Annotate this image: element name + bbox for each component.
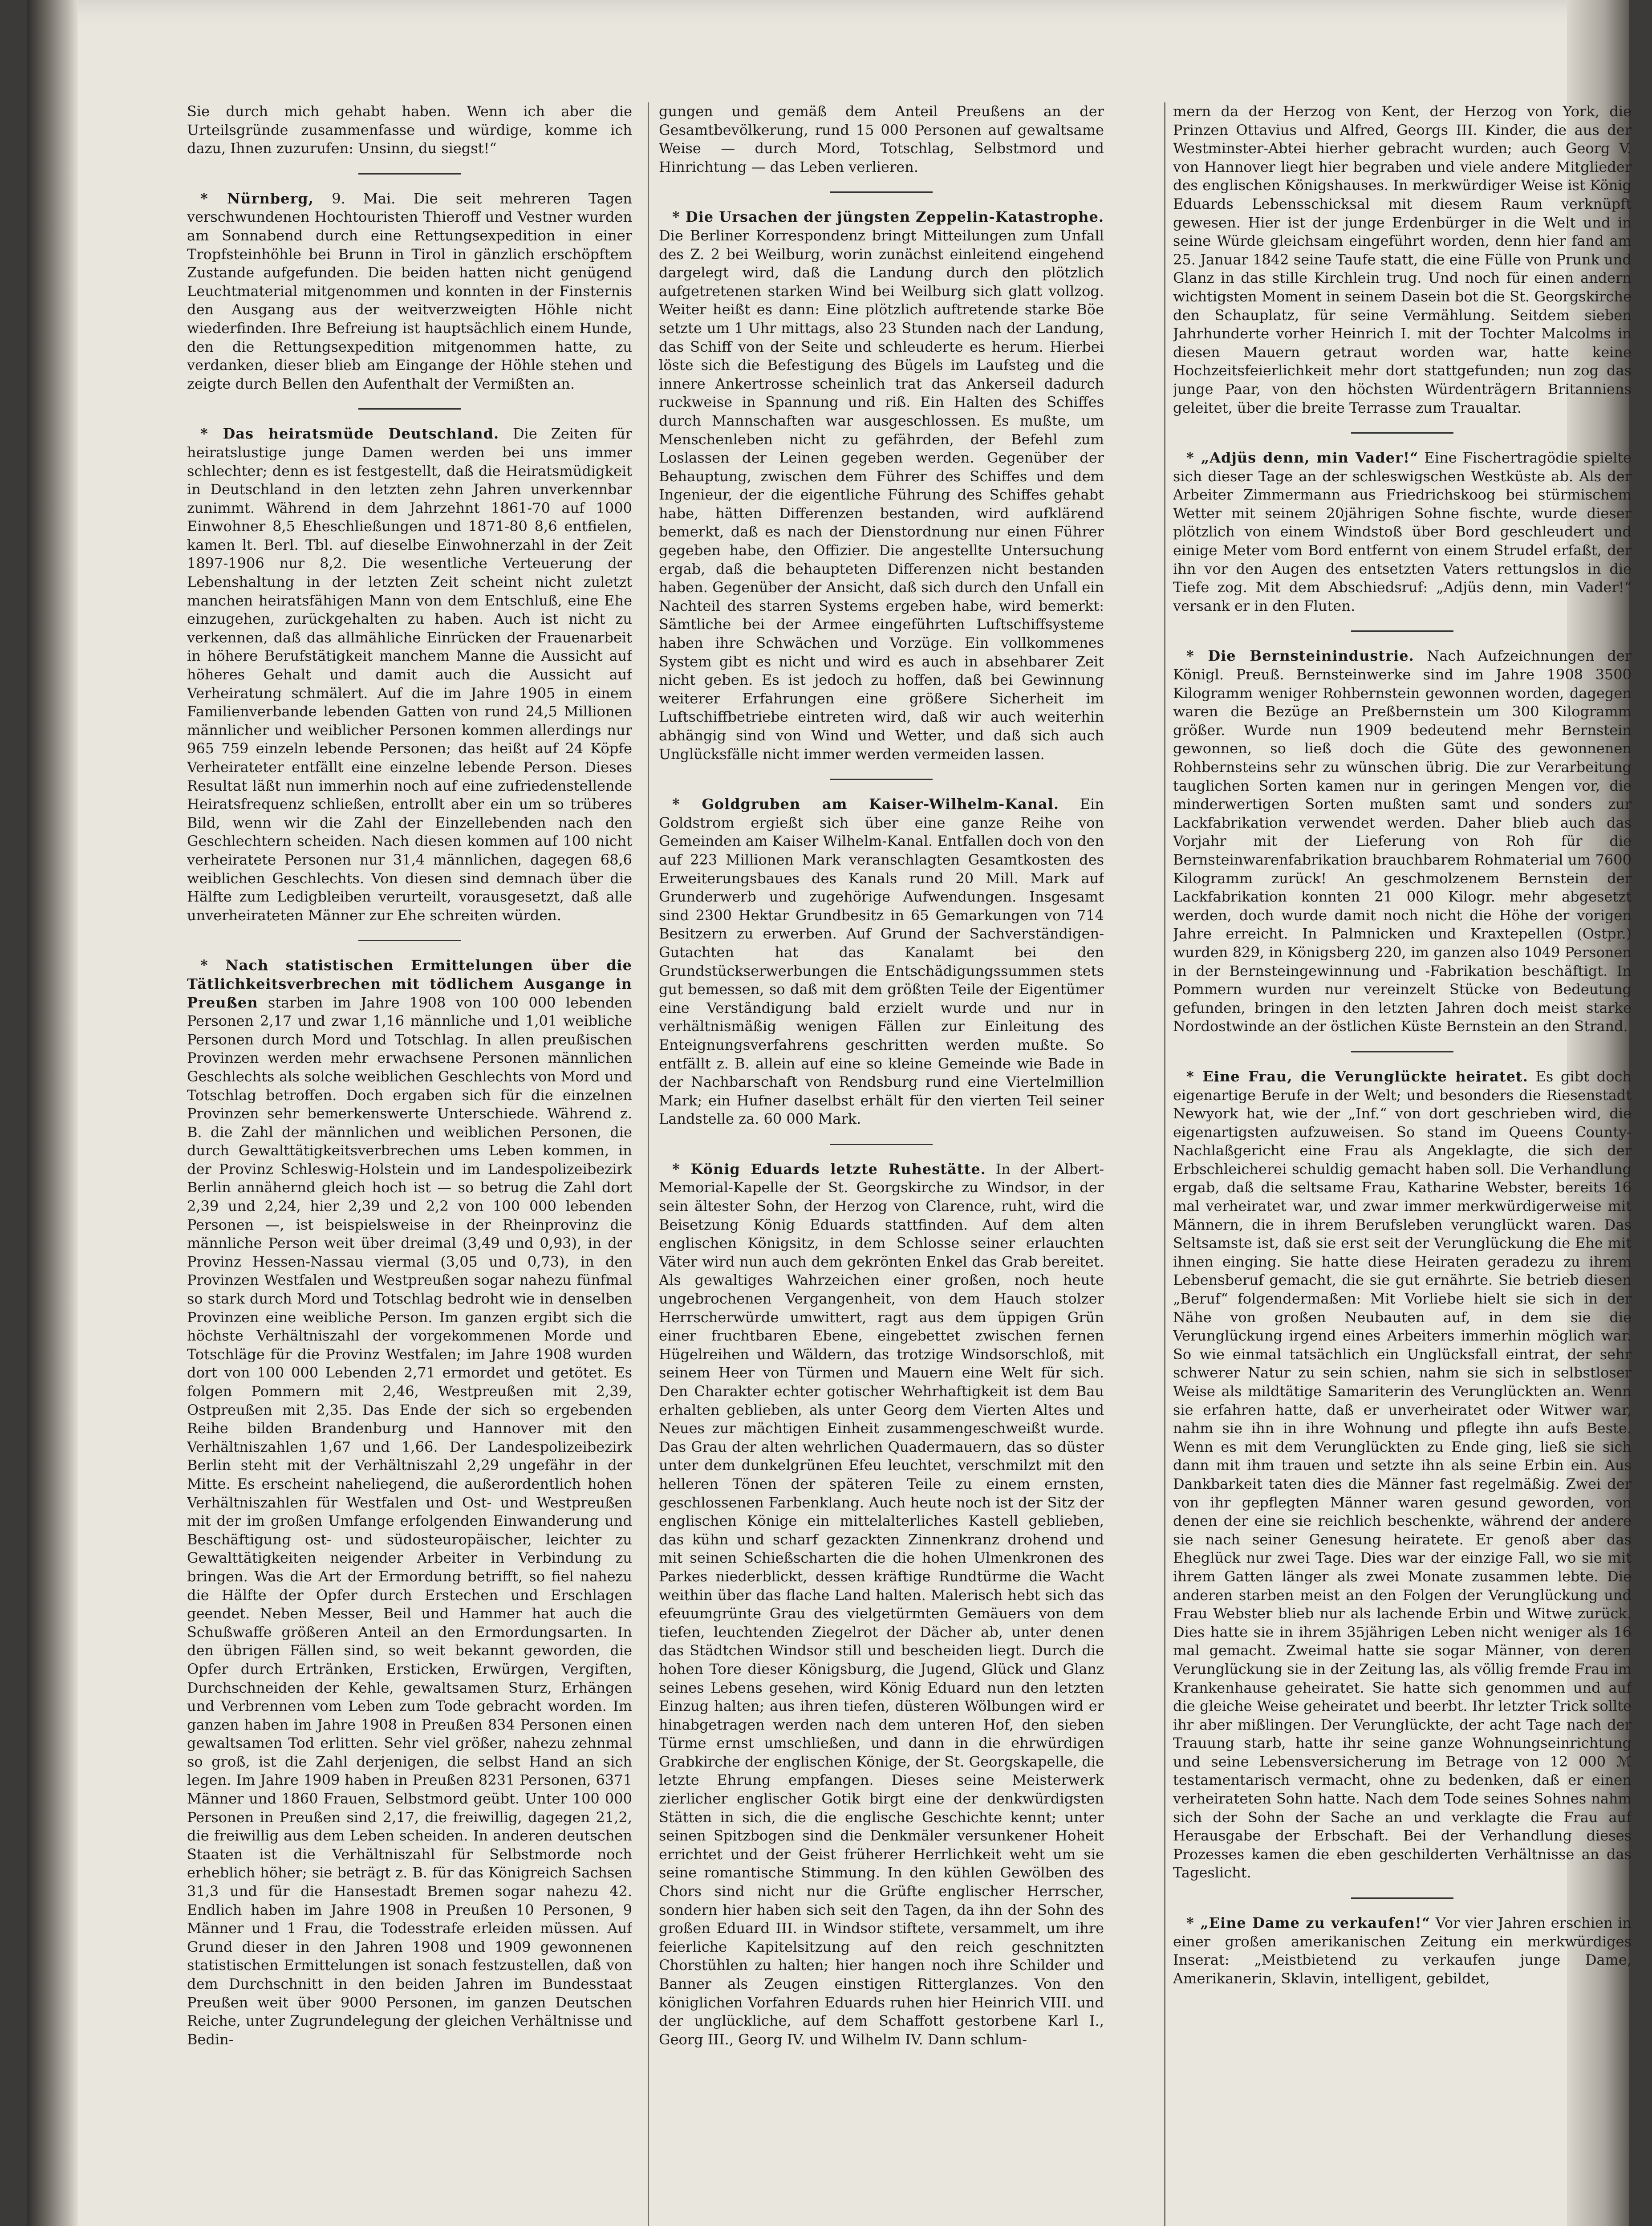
article-paragraph xyxy=(659,208,1104,764)
article-separator xyxy=(830,191,933,193)
article-body: 9. Mai. Die seit mehreren Tagen verschwundenen Hochtouristen Thieroff und Vestner wurden am Sonnabend durch eine Rettungsexpedition in einer Tropfsteinhöhle bei Brunn in Tirol in gänzlich erschöpftem Zustande aufgefunden. Die beiden hatten nicht genügend Leuchtmaterial mitgenommen und konnten in der Finsternis den Ausgang aus der weitverzweigten Höhle nicht wiederfinden. Ihre Befreiung ist hauptsächlich einem Hunde, den die Rettungsexpedition mitgenommen hatte, zu verdanken, dieser blieb am Eingange der Höhle stehen und zeigte durch Bellen den Aufenthalt der Vermißten an. xyxy=(187,190,632,392)
article-headline: * König Eduards letzte Ruhestätte. xyxy=(672,1160,986,1178)
newspaper-page xyxy=(27,0,1632,2226)
article-headline: * „Eine Dame zu verkaufen!“ xyxy=(1186,1914,1431,1932)
article-body: Es gibt doch eigenartige Berufe in der Welt; und besonders die Riesenstadt Newyork hat, wie der „Inf.“ von dort geschrieben wird, die eigenartigsten aufzuweisen. So stand im Queens County-Nachlaßgericht eine Frau als Angeklagte, die sich der Erbschleicherei schuldig gemacht haben soll. Die Verhandlung ergab, daß die seltsame Frau, Katharine Webster, bereits 16 mal verheiratet war, und zwar immer merkwürdigerweise mit Männern, die in ihrem Berufsleben verunglückt waren. Das Seltsamste ist, daß sie erst seit der Verunglückung die Ehe mit ihnen einging. Sie hatte diese Heiraten geradezu zu ihrem Lebensberuf gemacht, die sie gut ernährte. Sie betrieb diesen „Beruf“ folgendermaßen: Mit Vorliebe hielt sie sich in der Nähe von großen Neubauten auf, in dem sie die Verunglückung irgend eines Arbeiters immerhin möglich war. So wie einmal tatsächlich ein Unglücksfall eintrat, der sehr schwerer Natur zu sein schien, nahm sie sich in selbstloser Weise als mildtätige Samariterin des Verunglückten an. Wenn sie erfahren hatte, daß er unverheiratet oder Witwer war, nahm sie ihn in ihre Wohnung und pflegte ihn aufs Beste. Wenn es mit dem Verunglückten zu Ende ging, ließ sie sich dann mit ihm trauen und setzte ihn als seine Erbin ein. Aus Dankbarkeit taten dies die Männer fast regelmäßig. Zwei der von ihr gepflegten Männer waren gesund geworden, von denen der eine sie reichlich beschenkte, während der andere sie nach seiner Genesung heiratete. Er genoß aber das Eheglück nur zwei Tage. Dies war der einzige Fall, wo sie mit ihrem Gatten länger als zwei Monate zusammen lebte. Die anderen starben meist an den Folgen der Verunglückung und Frau Webster blieb nur als lachende Erbin und Witwe zurück. Dies hatte sie in ihrem 35jährigen Leben nicht weniger als 16 mal gemacht. Zweimal hatte sie sogar Männer, von deren Verunglückung sie in der Zeitung las, als völlig fremde Frau im Krankenhause geheiratet. Sie hatte sich genommen und auf die gleiche Weise geheiratet und beerbt. Ihr letzter Trick sollte ihr aber mißlingen. Der Verunglückte, der acht Tage nach der Trauung starb, hatte ihr seine ganze Wohnungseinrichtung und seine Lebensversicherung im Betrage von 12 000 ℳ testamentarisch vermacht, ohne zu bedenken, daß er einen verheirateten Sohn hatte. Nach dem Tode seines Sohnes nahm sich der Sohn der Sache an und verklagte die Frau auf Herausgabe der Erbschaft. Bei der Verhandlung dieses Prozesses kamen die eben geschilderten Verhältnisse an das Tageslicht. xyxy=(1173,1068,1632,1881)
text-column-2 xyxy=(659,102,1104,2226)
column-rule xyxy=(648,102,649,2226)
article-headline: * Die Ursachen der jüngsten Zeppelin-Katastrophe. xyxy=(672,208,1104,226)
article-separator xyxy=(1351,630,1453,632)
article-body: mern da der Herzog von Kent, der Herzog von York, die Prinzen Ottavius und Alfred, Georgs III. Kinder, die aus der Westminster-Abtei hierher gebracht wurden; auch Georg V. von Hannover liegt hier begraben und viele andere Mitglieder des englischen Königshauses. In merkwürdiger Weise ist König Eduards Lebensschicksal mit diesem Raum verknüpft gewesen. Hier ist der junge Erdenbürger in die Welt und in seine Würde gleichsam eingeführt worden, denn hier fand am 25. Januar 1842 seine Taufe statt, die eine Fülle von Prunk und Glanz in das stille Kirchlein trug. Und noch für einen andern wichtigsten Moment in seinem Dasein bot die St. Georgskirche den Schauplatz, für seine Vermählung. Seitdem sieben Jahrhunderte vorher Heinrich I. mit der Tochter Malcolms in diesen Mauern getraut worden war, hatte keine Hochzeitsfeierlichkeit mehr dort stattgefunden; nun zog das junge Paar, von den höchsten Würdenträgern Britanniens geleitet, über die breite Terrasse zum Traualtar. xyxy=(1173,103,1632,416)
article-body: Ein Goldstrom ergießt sich über eine ganze Reihe von Gemeinden am Kaiser Wilhelm-Kanal. Entfallen doch von den auf 223 Millionen Mark veranschlagten Gesamtkosten des Erweiterungsbaues des Kanals rund 20 Mill. Mark auf Grunderwerb und zugehörige Aufwendungen. Insgesamt sind 2300 Hektar Grundbesitz in 65 Gemarkungen von 714 Besitzern zu erwerben. Auf Grund der Sachverständigen-Gutachten hat das Kanalamt bei den Grundstückserwerbungen die Entschädigungssummen stets gut bemessen, so daß mit dem größten Teile der Eigentümer eine Verständigung bald erzielt wurde und nur in verhältnismäßig wenigen Fällen zur Einleitung des Enteignungsverfahrens geschritten werden mußte. So entfällt z. B. allein auf eine so kleine Gemeinde wie Bade in der Nachbarschaft von Rendsburg rund eine Viertelmillion Mark; ein Hufner daselbst erhält für den vierten Teil seiner Landstelle za. 60 000 Mark. xyxy=(659,796,1104,1128)
article-separator xyxy=(1351,432,1453,434)
article-headline: * Das heiratsmüde Deutschland. xyxy=(200,425,499,443)
article-separator xyxy=(358,173,461,175)
article-paragraph xyxy=(1173,1914,1632,1988)
article-paragraph xyxy=(1173,449,1632,615)
continued-paragraph xyxy=(187,102,632,158)
article-body: Vor vier Jahren erschien in einer großen amerikanischen Zeitung ein merkwürdiges Inserat: „Meistbietend zu verkaufen junge Dame, Amerikanerin, Sklavin, intelligent, gebildet, xyxy=(1173,1914,1632,1987)
article-paragraph xyxy=(1173,647,1632,1036)
article-body: Die Berliner Korrespondenz bringt Mitteilungen zum Unfall des Z. 2 bei Weilburg, worin zunächst einleitend eingehend dargelegt wird, daß die Landung durch den plötzlich aufgetretenen starken Wind bei Weilburg sich glatt vollzog. Weiter heißt es dann: Eine plötzlich auftretende starke Böe setzte um 1 Uhr mittags, also 23 Stunden nach der Landung, das Schiff von der Seite und schleuderte es herum. Hierbei löste sich die Befestigung des Bügels im Laufsteg und die innere Ankertrosse scheinlich trat das Ankerseil dadurch ruckweise in Spannung und riß. Ein Halten des Schiffes durch Mannschaften war ausgeschlossen. Es mußte, um Menschenleben nicht zu gefährden, der Befehl zum Loslassen der Leinen gegeben werden. Gegenüber der Behauptung, zwischen dem Führer des Schiffes und dem Ingenieur, der die eigentliche Führung des Schiffes gehabt habe, hätten Differenzen bestanden, wird aufklärend bemerkt, daß es nach der Dienstordnung nur einen Führer gegeben habe, den Offizier. Die angestellte Untersuchung ergab, daß die behaupteten Differenzen nicht bestanden haben. Gegenüber der Ansicht, daß sich durch den Unfall ein Nachteil des starren Systems ergeben habe, wird bemerkt: Sämtliche bei der Armee eingeführten Luftschiffsysteme haben ihre Schwächen und Vorzüge. Ein vollkommenes System gibt es nicht und wird es auch in absehbarer Zeit nicht geben. Es ist jedoch zu hoffen, daß bei Gewinnung weiterer Erfahrungen eine größere Sicherheit im Luftschiffbetriebe eintreten wird, daß wir auch weiterhin abhängig sind von Wind und Wetter, und daß sich auch Unglücksfälle nicht immer werden vermeiden lassen. xyxy=(659,227,1104,763)
article-headline: * Nürnberg, xyxy=(200,190,314,207)
article-separator xyxy=(358,408,461,410)
article-headline: * Eine Frau, die Verunglückte heiratet. xyxy=(1186,1068,1528,1085)
article-separator xyxy=(830,779,933,780)
article-separator xyxy=(358,940,461,941)
article-paragraph xyxy=(1173,1068,1632,1882)
article-paragraph xyxy=(659,1160,1104,2049)
article-headline: * Die Bernsteinindustrie. xyxy=(1186,647,1414,665)
article-body: Sie durch mich gehabt haben. Wenn ich aber die Urteilsgründe zusammenfasse und würdige, komme ich dazu, Ihnen zuzurufen: Unsinn, du siegst!“ xyxy=(187,103,632,157)
article-headline: * Nach statistischen Ermittelungen über die Tätlichkeitsverbrechen mit tödlichem Ausgange in Preußen xyxy=(187,957,632,1011)
article-paragraph xyxy=(187,190,632,394)
article-body: In der Albert-Memorial-Kapelle der St. Georgskirche zu Windsor, in der sein ältester Sohn, der Herzog von Clarence, ruht, wird die Beisetzung König Eduards stattfinden. Auf dem alten englischen Königsitz, in dem Schlosse seiner erlauchten Väter wird nun auch dem gekrönten Enkel das Grab bereitet. Als gewaltiges Wahrzeichen einer großen, noch heute ungebrochenen Vergangenheit, von dem Hauch stolzer Herrscherwürde umwittert, ragt aus dem üppigen Grün einer fruchtbaren Ebene, eingebettet zwischen fernen Hügelreihen und Wäldern, das trotzige Windsorschloß, mit seinem Heer von Türmen und Mauern eine Welt für sich. Den Charakter echter gotischer Wehrhaftigkeit ist dem Bau erhalten geblieben, als unter Georg dem Vierten Altes und Neues zur mächtigen Einheit zusammengeschweißt wurde. Das Grau der alten wehrlichen Quadermauern, das so düster unter dem dunkelgrünen Efeu leuchtet, verschmilzt mit den helleren Tönen der späteren Teile zu einem ernsten, geschlossenen Farbenklang. Auch heute noch ist der Sitz der englischen Könige ein mittelalterliches Kastell geblieben, das kühn und scharf gezackten Zinnenkranz drohend und mit seinen Schießscharten die die hohen Ulmenkronen des Parkes niederblickt, dessen kräftige Rundtürme die Wacht weithin über das flache Land halten. Malerisch hebt sich das efeuumgrünte Grau des vielgetürmten Gemäuers von dem tiefen, leuchtenden Ziegelrot der Dächer ab, unter denen das Städtchen Windsor still und bescheiden liegt. Durch die hohen Tore dieser Königsburg, die Jugend, Glück und Glanz seines Lebens gesehen, wird König Eduard nun den letzten Einzug halten; aus ihren tiefen, düsteren Wölbungen wird er hinabgetragen werden nach dem unteren Hof, den sieben Türme ernst umschließen, und dann in die ehrwürdigen Grabkirche der englischen Könige, der St. Georgskapelle, die letzte Ehrung empfangen. Dieses seine Meisterwerk zierlicher englischer Gotik birgt eine der denkwürdigsten Stätten in sich, die die englische Geschichte kennt; unter seinen Spitzbogen sind die Denkmäler versunkener Hoheit errichtet und der Geist früherer Herrlichkeit weht um sie seine romantische Stimmung. In den kühlen Gewölben des Chors sind nicht nur die Grüfte englischer Herrscher, sondern hier haben sich seit den Tagen, da ihn der Sohn des großen Eduard III. in Windsor stiftete, versammelt, um ihre feierliche Kapitelsitzung auf den reich geschnitzten Chorstühlen zu halten; hier hangen noch ihre Schilder und Banner als Zeugen einstigen Ritterglanzes. Von den königlichen Vorfahren Eduards ruhen hier Heinrich VIII. und der unglückliche, auf dem Schaffott gestorbene Karl I., Georg III., Georg IV. und Wilhelm IV. Dann schlum- xyxy=(659,1160,1104,2048)
article-separator xyxy=(830,1144,933,1145)
article-headline: * „Adjüs denn, min Vader!“ xyxy=(1186,449,1419,467)
continued-paragraph xyxy=(1173,102,1632,417)
article-separator xyxy=(1351,1897,1453,1899)
article-separator xyxy=(1351,1051,1453,1052)
continued-paragraph xyxy=(659,102,1104,176)
article-paragraph xyxy=(187,956,632,2049)
article-body: starben im Jahre 1908 von 100 000 lebenden Personen 2,17 und zwar 1,16 männliche und 1,01 weibliche Personen durch Mord und Totschlag. In allen preußischen Provinzen werden mehr erwachsene Personen männlichen Geschlechts als solche weiblichen Geschlechts von Mord und Totschlag betroffen. Doch ergaben sich für die einzelnen Provinzen sehr bemerkenswerte Unterschiede. Während z. B. die Zahl der männlichen und weiblichen Personen, die durch Gewalttätigkeitsverbrechen ums Leben kommen, in der Provinz Schleswig-Holstein und im Landespolizeibezirk Berlin annähernd gleich hoch ist — so betrug die Zahl dort 2,39 und 2,24, hier 2,39 und 2,2 von 100 000 lebenden Personen —, ist beispielsweise in der Rheinprovinz die männliche Person weit über dreimal (3,49 und 0,93), in der Provinz Hessen-Nassau viermal (3,05 und 0,73), in den Provinzen Westfalen und Westpreußen sogar nahezu fünfmal so stark durch Mord und Totschlag bedroht wie in denselben Provinzen eine weibliche Person. Im ganzen ergibt sich die höchste Verhältniszahl der vorgekommenen Morde und Totschläge für die Provinz Westfalen; im Jahre 1908 wurden dort von 100 000 Lebenden 2,71 ermordet und getötet. Es folgen Pommern mit 2,46, Westpreußen mit 2,39, Ostpreußen mit 2,35. Das Ende der sich so ergebenden Reihe bilden Brandenburg und Hannover mit den Verhältniszahlen 1,67 und 1,66. Der Landespolizeibezirk Berlin steht mit der Verhältniszahl 2,29 ungefähr in der Mitte. Es erscheint naheliegend, die außerordentlich hohen Verhältniszahlen für Westfalen und Ost- und Westpreußen mit der im großen Umfange erfolgenden Einwanderung und Beschäftigung ost- und südosteuropäischer, leichter zu Gewalttätigkeiten neigender Arbeiter in Verbindung zu bringen. Was die Art der Ermordung betrifft, so fiel nahezu die Hälfte der Opfer durch Erstechen und Erschlagen geendet. Neben Messer, Beil und Hammer hat auch die Schußwaffe größeren Anteil an den Ermordungsarten. In den übrigen Fällen sind, so weit bekannt geworden, die Opfer durch Ertränken, Ersticken, Erwürgen, Vergiften, Durchschneiden der Kehle, gewaltsamen Sturz, Erhängen und Verbrennen vom Leben zum Tode gebracht worden. Im ganzen haben im Jahre 1908 in Preußen 834 Personen einen gewaltsamen Tod erlitten. Sehr viel größer, nahezu zehnmal so groß, ist die Zahl derjenigen, die selbst Hand an sich legen. Im Jahre 1909 haben in Preußen 8231 Personen, 6371 Männer und 1860 Frauen, Selbstmord geübt. Unter 100 000 Personen in Preußen sind 2,17, die freiwillig, dagegen 21,2, die freiwillig aus dem Leben scheiden. In anderen deutschen Staaten ist die Verhältniszahl für Selbstmorde noch erheblich höher; sie beträgt z. B. für das Königreich Sachsen 31,3 und für die Hansestadt Bremen sogar nahezu 42. Endlich haben im Jahre 1908 in Preußen 10 Personen, 9 Männer und 1 Frau, die Todesstrafe erleiden müssen. Auf Grund dieser in den Jahren 1908 und 1909 gewonnenen statistischen Ermittelungen ist sonach festzustellen, daß von dem Durchschnitt in den beiden Jahren im Bundesstaat Preußen weit über 9000 Personen, im ganzen Deutschen Reiche, unter Zugrundelegung der gleichen Verhältnisse und Bedin- xyxy=(187,994,632,2048)
article-body: Eine Fischertragödie spielte sich dieser Tage an der schleswigschen Westküste ab. Als der Arbeiter Zimmermann aus Friedrichskoog bei stürmischem Wetter mit seinem 20jährigen Sohne fischte, wurde dieser plötzlich von einem Windstoß über Bord geschleudert und einige Meter vom Bord entfernt von einem Strudel erfaßt, der ihn vor den Augen des entsetzten Vaters rettungslos in die Tiefe zog. Mit dem Abschiedsruf: „Adjüs denn, min Vader!“ versank er in den Fluten. xyxy=(1173,449,1632,614)
article-body: Die Zeiten für heiratslustige junge Damen werden bei uns immer schlechter; denn es ist festgestellt, daß die Heiratsmüdigkeit in Deutschland in den letzten zehn Jahren unverkennbar zunimmt. Während in dem Jahrzehnt 1861-70 auf 1000 Einwohner 8,5 Eheschließungen und 1871-80 8,6 entfielen, kamen lt. Berl. Tbl. auf dieselbe Einwohnerzahl in der Zeit 1897-1906 nur 8,2. Die wesentliche Verteuerung der Lebenshaltung in der letzten Zeit scheint nicht zuletzt manchen heiratsfähigen Mann von dem Entschluß, eine Ehe einzugehen, zurückgehalten zu haben. Auch ist nicht zu verkennen, daß das allmähliche Einrücken der Frauenarbeit in höhere Berufstätigkeit manchem Manne die Aussicht auf höheres Gehalt und damit auch die Aussicht auf Verheiratung schmälert. Auf die im Jahre 1905 in einem Familienverbande lebenden Gatten von rund 24,5 Millionen männlicher und weiblicher Personen kommen allerdings nur 965 759 einzeln lebende Personen; das heißt auf 24 Köpfe Verheirateter entfällt eine einzelne lebende Person. Dieses Resultat läßt nun immerhin noch auf eine zufriedenstellende Heiratsfrequenz schließen, entrollt aber ein um so trüberes Bild, wenn wir die Zahl der Einzellebenden nach den Geschlechtern scheiden. Nach diesen kommen auf 100 nicht verheiratete Personen nur 31,4 männlichen, dagegen 68,6 weiblichen Geschlechts. Von diesen sind demnach über die Hälfte zum Ledigbleiben verurteilt, vorausgesetzt, daß alle unverheirateten Männer zur Ehe schreiten würden. xyxy=(187,425,632,924)
text-column-3 xyxy=(1173,102,1632,2226)
article-paragraph xyxy=(187,425,632,925)
article-body: gungen und gemäß dem Anteil Preußens an der Gesamtbevölkerung, rund 15 000 Personen auf gewaltsame Weise — durch Mord, Totschlag, Selbstmord und Hinrichtung — das Leben verlieren. xyxy=(659,103,1104,175)
text-column-1 xyxy=(187,102,632,2226)
article-paragraph xyxy=(659,795,1104,1129)
book-binding xyxy=(27,0,78,2226)
article-headline: * Goldgruben am Kaiser-Wilhelm-Kanal. xyxy=(672,796,1059,813)
article-body: Nach Aufzeichnungen der Königl. Preuß. Bernsteinwerke sind im Jahre 1908 3500 Kilogramm weniger Rohbernstein gewonnen worden, dagegen waren die Bezüge an Preßbernstein um 300 Kilogramm größer. Wurde nun 1909 bedeutend mehr Bernstein gewonnen, so ließ doch die Güte des gewonnenen Rohbernsteins sehr zu wünschen übrig. Die zur Verarbeitung tauglichen Sorten kamen nur in geringen Mengen vor, die minderwertigen Sorten mußten samt und sonders zur Lackfabrikation verwendet werden. Daher blieb auch das Vorjahr mit der Lieferung von Roh für die Bernsteinwarenfabrikation brauchbarem Rohmaterial um 7600 Kilogramm zurück! An geschmolzenem Bernstein der Lackfabrikation konnten 21 000 Kilogr. mehr abgesetzt werden, doch wurde damit noch nicht die Höhe der vorigen Jahre erreicht. In Palmnicken und Kraxtepellen (Ostpr.) wurden 829, in Königsberg 220, im ganzen also 1049 Personen in der Bernsteingewinnung und -Fabrikation beschäftigt. In Pommern wurden nur vereinzelt Stücke von Bedeutung gefunden, bringen in den letzten Jahren doch meist starke Nordostwinde an der östlichen Küste Bernstein an den Strand. xyxy=(1173,647,1632,1035)
column-rule xyxy=(1164,102,1165,2226)
